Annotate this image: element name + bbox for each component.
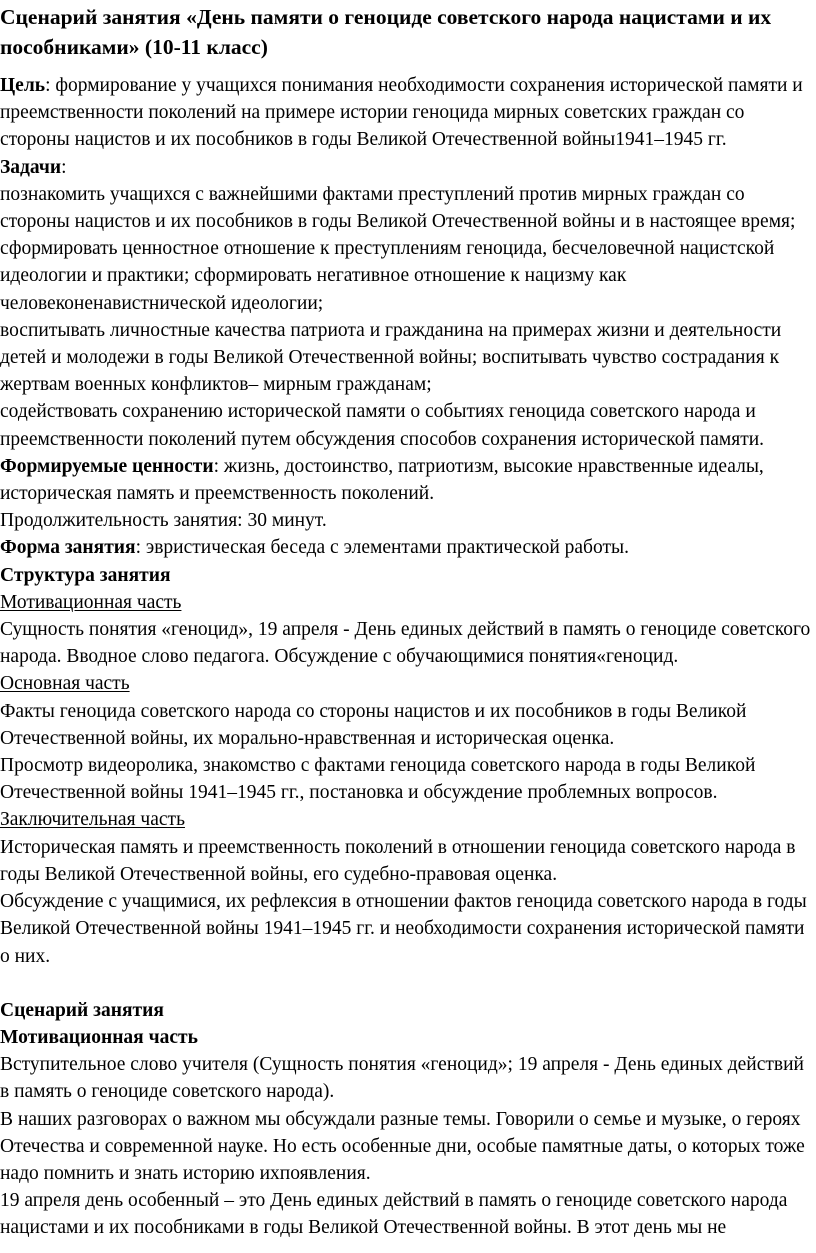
- part-paragraph: Факты геноцида советского народа со стороны нацистов и их пособников в годы Великой Отечественной войны, их морально-нравственная и историческая оценка.: [0, 700, 747, 749]
- task-item: воспитывать личностные качества патриота и гражданина на примерах жизни и деятельности детей и молодежи в годы Великой Отечественной войны; воспитывать чувство сострадания к жертвам военных конфликтов– мирным гражданам;: [0, 319, 782, 396]
- structure-heading: Структура занятия: [0, 564, 171, 586]
- scenario-paragraph: В наших разговорах о важном мы обсуждали разные темы. Говорили о семье и музыке, о героях Отечества и современной науке. Но есть особенные дни, особые памятные даты, о которых тоже надо помнить и знать историю ихпоявления.: [0, 1108, 805, 1184]
- part-paragraph: Просмотр видеоролика, знакомство с фактами геноцида советского народа в годы Великой Отечественной войны 1941–1945 гг., постановка и обсуждение проблемных вопросов.: [0, 755, 756, 804]
- form-text: : эвристическая беседа с элементами практической работы.: [135, 537, 629, 559]
- goal-text: : формирование у учащихся понимания необходимости сохранения исторической памяти и преемственности поколений на примере истории геноцида мирных советских граждан со стороны нацистов и их пособников в годы Великой Отечественной войны1941–1945 гг.: [0, 75, 803, 151]
- tasks-heading: [0, 154, 816, 181]
- scenario-paragraph: Вступительное слово учителя (Сущность понятия «геноцид»; 19 апреля - День единых действий в память о геноциде советского народа).: [0, 1054, 804, 1103]
- goal-paragraph: [0, 72, 816, 154]
- part-paragraph: Обсуждение с учащимися, их рефлексия в отношении фактов геноцида советского народа в годы Великой Отечественной войны 1941–1945 гг. и необходимости сохранения исторической памяти о них.: [0, 891, 807, 967]
- part-heading: [0, 670, 816, 697]
- values-text: : жизнь, достоинство, патриотизм, высокие нравственные идеалы, историческая память и преемственность поколений.: [0, 455, 764, 505]
- task-item: сформировать ценностное отношение к преступлениям геноцида, бесчеловечной нацистской идеологии и практики; сформировать негативное отношение к нацизму как человеконенавистнической идеологии;: [0, 238, 775, 314]
- tasks-label: Задачи: [0, 156, 62, 178]
- scenario-heading: Сценарий занятия: [0, 999, 164, 1021]
- part-paragraph: Историческая память и преемственность поколений в отношении геноцида советского народа в годы Великой Отечественной войны, его судебно-правовая оценка.: [0, 836, 796, 885]
- values-label: Формируемые ценности: [0, 455, 214, 477]
- scenario-subheading: Мотивационная часть: [0, 1026, 198, 1048]
- part-name: Мотивационная часть: [0, 591, 182, 613]
- task-item: познакомить учащихся с важнейшими фактами преступлений против мирных граждан со стороны нацистов и их пособников в годы Великой Отечественной войны и в настоящее время;: [0, 183, 796, 233]
- document-title: Сценарий занятия «День памяти о геноциде советского народа нацистами и их пособниками» (10-11 класс): [0, 5, 772, 59]
- blank-line: [0, 970, 816, 997]
- values-paragraph: [0, 453, 816, 507]
- part-name: Основная часть: [0, 673, 130, 695]
- tasks-colon: :: [61, 156, 67, 178]
- part-heading: [0, 806, 816, 833]
- scenario-paragraph: 19 апреля день особенный – это День единых действий в память о геноциде советского народа нацистами и их пособниками в годы Великой Отечественной войны. В этот день мы не: [0, 1190, 788, 1239]
- part-name: Заключительная часть: [0, 809, 185, 831]
- duration-paragraph: Продолжительность занятия: 30 минут.: [0, 510, 327, 532]
- form-label: Форма занятия: [0, 537, 136, 559]
- form-paragraph: [0, 534, 816, 561]
- task-item: содействовать сохранению исторической памяти о событиях геноцида советского народа и преемственности поколений путем обсуждения способов сохранения исторической памяти.: [0, 401, 765, 450]
- goal-label: Цель: [0, 75, 46, 96]
- part-paragraph: Сущность понятия «геноцид», 19 апреля - День единых действий в память о геноциде советского народа. Вводное слово педагога. Обсуждение с обучающимися понятия«геноцид.: [0, 619, 811, 668]
- part-heading: [0, 589, 816, 616]
